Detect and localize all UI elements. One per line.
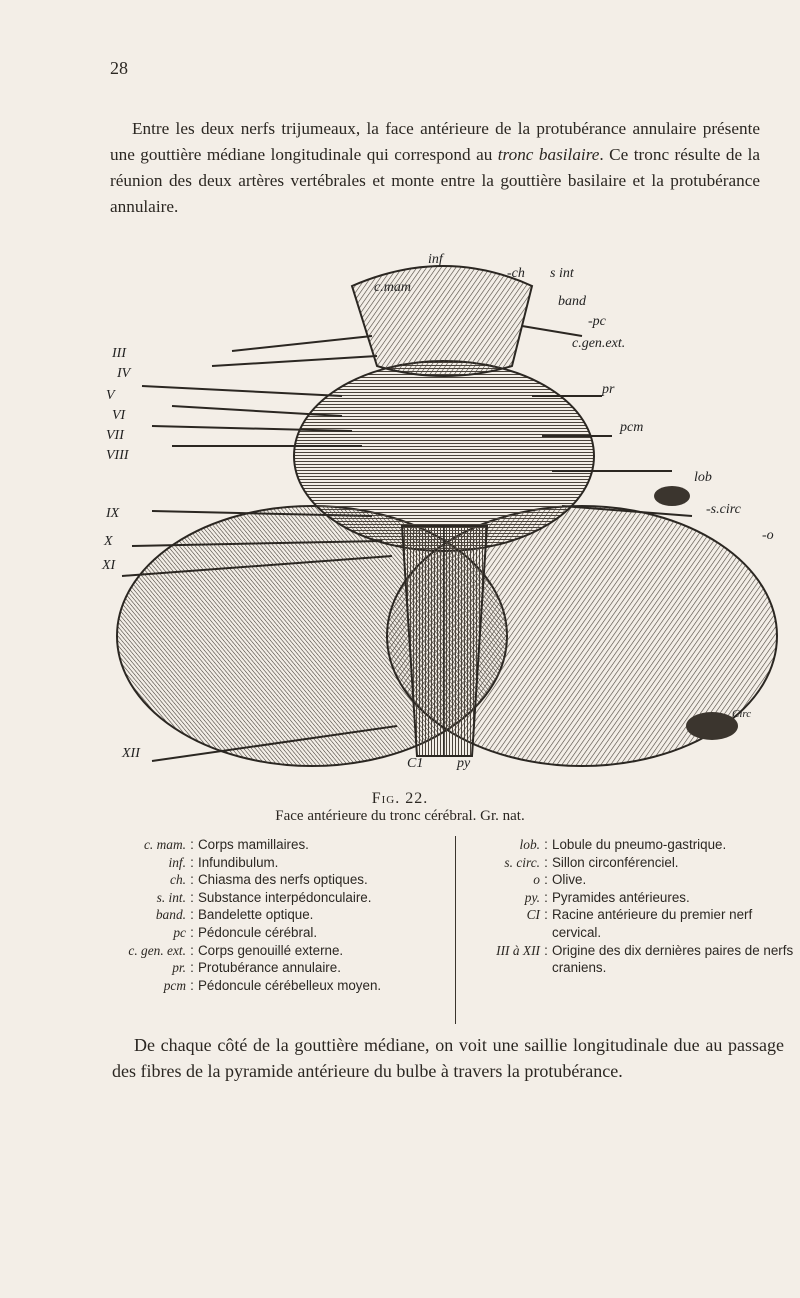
legend-value: Olive. xyxy=(552,872,587,888)
legend-separator: : xyxy=(544,889,548,905)
legend-separator: : xyxy=(544,942,548,958)
legend-separator: : xyxy=(190,854,194,870)
legend-entry xyxy=(110,942,455,960)
figure-number: Fig. 22. xyxy=(371,790,429,807)
paragraph-intro xyxy=(110,116,760,220)
legend-key: c. mam. xyxy=(143,837,186,852)
legend-separator: : xyxy=(544,872,548,888)
legend-value: Corps mamillaires. xyxy=(198,837,309,852)
pons xyxy=(294,361,594,551)
label-XII: XII xyxy=(122,746,140,761)
legend-entry xyxy=(110,871,455,889)
legend-key: inf. xyxy=(168,854,186,870)
legend-key: c. gen. ext. xyxy=(128,942,186,958)
legend-separator: : xyxy=(190,977,194,993)
legend-separator: : xyxy=(190,960,194,976)
label-scirc: -s.circ xyxy=(706,502,741,517)
legend-separator: : xyxy=(190,889,194,905)
legend-key: py. xyxy=(524,889,540,905)
legend-separator: : xyxy=(190,942,194,958)
legend-entry xyxy=(464,871,794,889)
label-pr: pr xyxy=(602,382,615,397)
label-o: -o xyxy=(762,528,774,543)
legend-entry xyxy=(464,836,794,854)
label-py: py xyxy=(457,756,471,771)
figure-title: Face antérieure du tronc cérébral. Gr. nat. xyxy=(275,808,525,824)
legend-value: Protubérance annulaire. xyxy=(198,960,341,976)
page-number: 28 xyxy=(110,58,128,78)
legend-entry xyxy=(110,854,455,872)
legend-key: pr. xyxy=(172,960,186,976)
legend-right xyxy=(464,836,794,977)
label-C1: C1 xyxy=(407,756,424,771)
label-sint: s int xyxy=(550,266,574,281)
label-IV: IV xyxy=(117,366,131,381)
legend-value: Racine antérieure du premier nerf cervical. xyxy=(552,907,753,940)
legend-value: Sillon circonférenciel. xyxy=(552,854,679,870)
label-band: band xyxy=(558,294,586,309)
legend-separator: : xyxy=(544,907,548,923)
paragraph-followup: De chaque côté de la gouttière médiane, on voit une saillie longitudinale due au passage des fibres de la pyramide antérieure du bulbe à travers la protubérance. xyxy=(112,1035,784,1081)
legend-entry xyxy=(110,836,455,854)
legend-value: Corps genouillé externe. xyxy=(198,942,344,958)
legend-entry xyxy=(110,959,455,977)
legend-key: pcm xyxy=(163,977,186,993)
label-pcm: pcm xyxy=(620,420,644,435)
legend-key: o xyxy=(533,872,540,888)
legend-value: Infundibulum. xyxy=(198,854,279,870)
paragraph-intro-emphasis: tronc basilaire xyxy=(497,145,600,164)
legend-value: Substance interpédonculaire. xyxy=(198,889,372,905)
legend-value: Origine des dix dernières paires de nerfs craniens. xyxy=(552,942,794,976)
legend-entry xyxy=(464,854,794,872)
legend-entry xyxy=(110,977,455,995)
legend-value: Pédoncule cérébral. xyxy=(198,924,318,940)
legend-value: Lobule du pneumo-gastrique. xyxy=(552,837,727,852)
label-XI: XI xyxy=(102,558,116,573)
legend-separator: : xyxy=(544,854,548,870)
label-circle: Circ xyxy=(732,708,752,720)
legend-key: band. xyxy=(155,907,186,923)
label-VI: VI xyxy=(112,408,126,423)
brainstem-illustration xyxy=(102,252,792,776)
legend-divider xyxy=(455,836,456,1024)
legend-value: Chiasma des nerfs optiques. xyxy=(198,872,368,888)
legend-value: Bandelette optique. xyxy=(198,907,314,923)
legend-key: s. int. xyxy=(156,889,186,905)
label-pc: -pc xyxy=(588,314,606,329)
label-VII: VII xyxy=(106,428,124,443)
legend-entry xyxy=(464,906,794,941)
legend-key: s. circ. xyxy=(504,854,540,870)
legend-key: CI xyxy=(526,907,540,923)
paragraph-intro-text-a: Entre les deux nerfs trijumeaux, la face antérieure de la protubérance annulaire présente une gouttière médiane longitudinale qui correspond au xyxy=(110,119,760,164)
legend-entry xyxy=(464,942,794,977)
legend-key: lob. xyxy=(519,837,540,852)
legend-separator: : xyxy=(190,924,194,940)
legend-key: ch. xyxy=(170,872,186,888)
label-V: V xyxy=(106,388,115,403)
legend-key: pc xyxy=(173,924,186,940)
label-X: X xyxy=(104,534,113,549)
legend-value: Pyramides antérieures. xyxy=(552,889,690,905)
paragraph-intro-text-b: . Ce tronc résulte de la réunion des deux artères vertébrales et monte entre la gouttière basilaire et la protubérance annulaire. xyxy=(110,145,760,216)
label-VIII: VIII xyxy=(106,448,129,463)
legend-key: III à XII xyxy=(496,942,540,958)
legend-entry xyxy=(464,889,794,907)
legend-separator: : xyxy=(190,837,194,852)
legend-separator: : xyxy=(544,837,548,852)
legend-separator: : xyxy=(190,872,194,888)
label-cgenext: c.gen.ext. xyxy=(572,336,626,351)
legend-separator: : xyxy=(190,907,194,923)
legend-value: Pédoncule cérébelleux moyen. xyxy=(198,977,382,993)
legend-left xyxy=(110,836,455,994)
legend-entry xyxy=(110,906,455,924)
legend-entry xyxy=(110,924,455,942)
label-III: III xyxy=(112,346,126,361)
label-ch: -ch xyxy=(507,266,525,281)
label-inf: inf xyxy=(428,252,443,267)
label-lob: lob xyxy=(694,470,712,485)
legend-entry xyxy=(110,889,455,907)
label-IX: IX xyxy=(106,506,120,521)
label-cmam: c.mam xyxy=(374,280,411,295)
